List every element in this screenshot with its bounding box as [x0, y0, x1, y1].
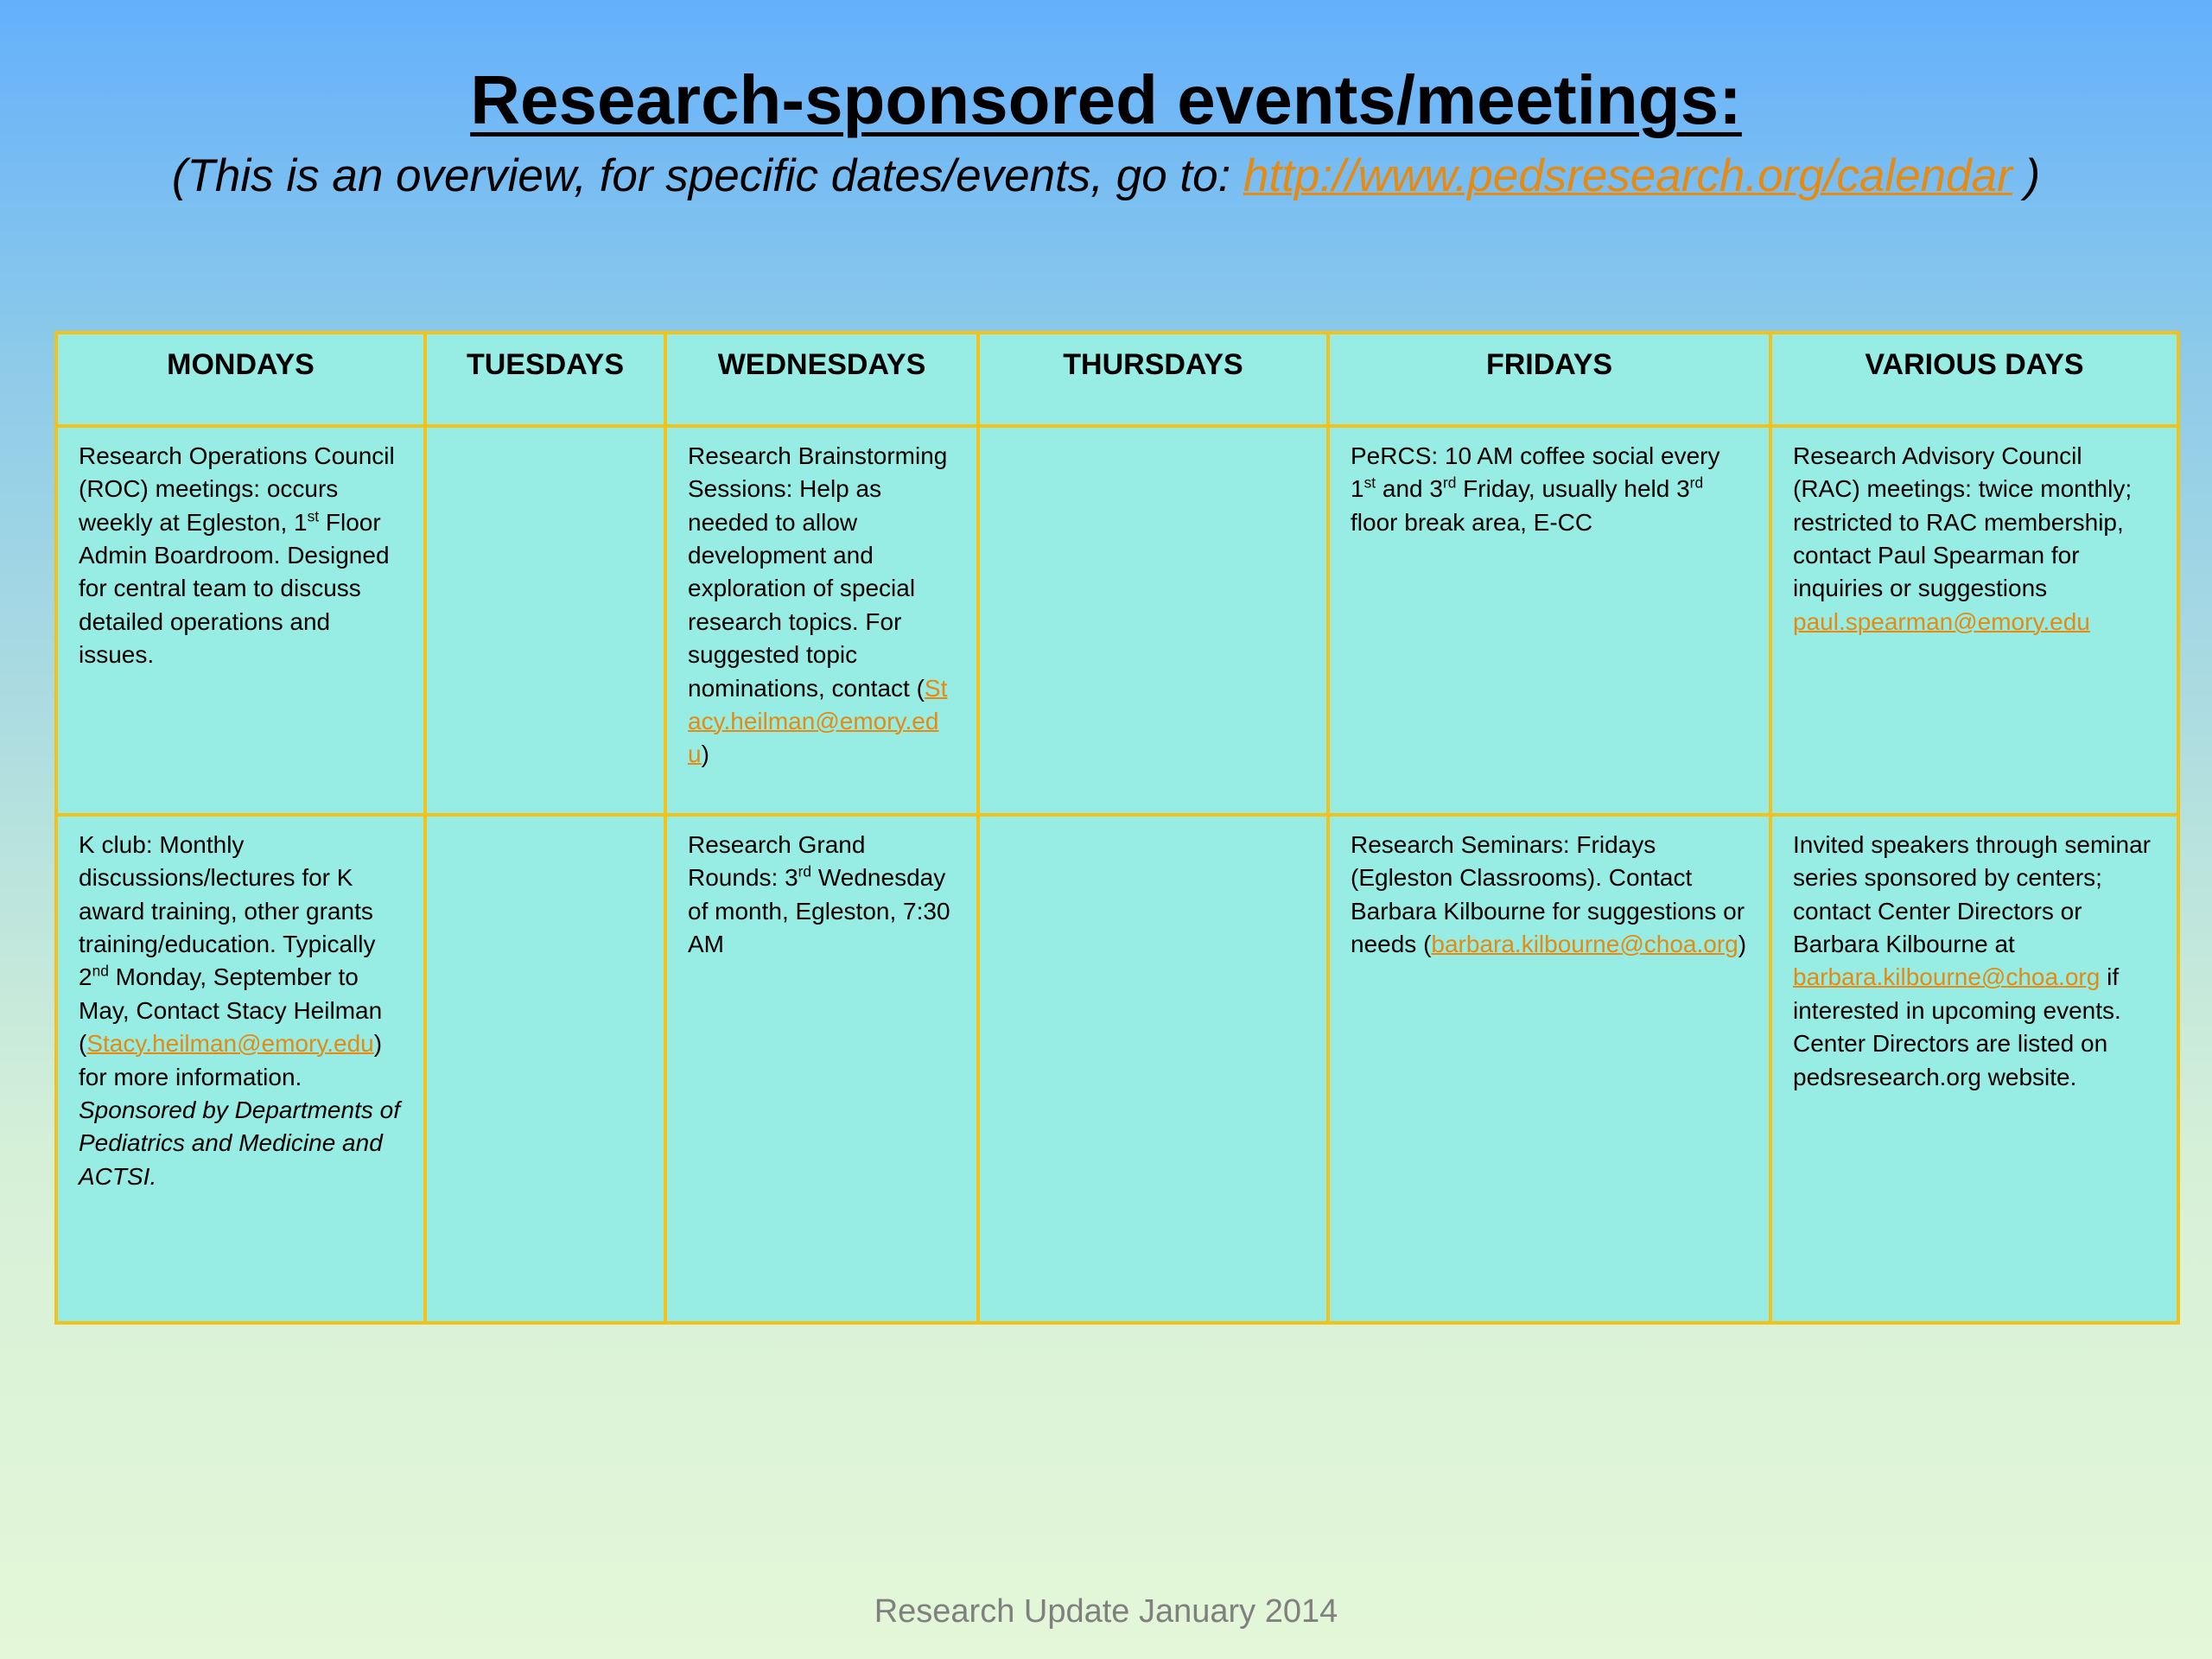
subtitle-suffix: ) — [2012, 150, 2041, 201]
cell-wednesday-grand-rounds: Research Grand Rounds: 3rd Wednesday of month, Egleston, 7:30 AM — [665, 815, 978, 1323]
header-tuesdays: TUESDAYS — [425, 333, 665, 426]
cell-friday-seminars: Research Seminars: Fridays (Egleston Classrooms). Contact Barbara Kilbourne for suggestions or needs (barbara.kilbourne@choa.org) — [1328, 815, 1770, 1323]
cell-friday-percs: PeRCS: 10 AM coffee social every 1st and 3rd Friday, usually held 3rd floor break area, E-CC — [1328, 426, 1770, 815]
header-fridays: FRIDAYS — [1328, 333, 1770, 426]
cell-monday-kclub: K club: Monthly discussions/lectures for K award training, other grants training/education. Typically 2nd Monday, September to May, Contact Stacy Heilman (Stacy.heilman@emory.edu) for more information. Sponsored by Departments of Pediatrics and Medicine and ACTSI. — [56, 815, 425, 1323]
sponsor-note: Sponsored by Departments of Pediatrics and Medicine and ACTSI. — [79, 1096, 400, 1190]
calendar-link[interactable]: http://www.pedsresearch.org/calendar — [1243, 150, 2012, 201]
table-row — [56, 426, 2178, 815]
email-link-barbara-kilbourne-various[interactable]: barbara.kilbourne@choa.org — [1793, 963, 2101, 991]
page-title: Research-sponsored events/meetings: — [470, 61, 1742, 138]
table-row — [56, 815, 2178, 1323]
slide-footer: Research Update January 2014 — [874, 1593, 1338, 1630]
email-link-stacy-heilman-kclub[interactable]: Stacy.heilman@emory.edu — [86, 1030, 374, 1058]
header-mondays: MONDAYS — [56, 333, 425, 426]
header-thursdays: THURSDAYS — [978, 333, 1328, 426]
subtitle-prefix: (This is an overview, for specific dates/events, go to: — [171, 150, 1244, 201]
cell-wednesday-brainstorming: Research Brainstorming Sessions: Help as needed to allow development and exploration of special research topics. For suggested topic nominations, contact (Stacy.heilman@emory.edu) — [665, 426, 978, 815]
cell-monday-roc: Research Operations Council (ROC) meetings: occurs weekly at Egleston, 1st Floor Admin Boardroom. Designed for central team to discuss detailed operations and issues. — [56, 426, 425, 815]
cell-thursday-empty — [978, 426, 1328, 815]
cell-tuesday-empty — [425, 426, 665, 815]
events-table — [54, 331, 2180, 1325]
cell-various-rac: Research Advisory Council (RAC) meetings: twice monthly; restricted to RAC membership, contact Paul Spearman for inquiries or suggestions paul.spearman@emory.edu — [1770, 426, 2178, 815]
email-link-stacy-heilman[interactable]: Stacy.heilman@emory.edu — [688, 674, 948, 768]
cell-tuesday-empty — [425, 815, 665, 1323]
header-wednesdays: WEDNESDAYS — [665, 333, 978, 426]
header-various-days: VARIOUS DAYS — [1770, 333, 2178, 426]
email-link-barbara-kilbourne[interactable]: barbara.kilbourne@choa.org — [1431, 931, 1738, 958]
page-subtitle — [0, 149, 2212, 204]
email-link-paul-spearman[interactable]: paul.spearman@emory.edu — [1793, 607, 2090, 635]
cell-thursday-empty — [978, 815, 1328, 1323]
table-header-row — [56, 333, 2178, 426]
cell-various-speakers: Invited speakers through seminar series sponsored by centers; contact Center Directors or Barbara Kilbourne at barbara.kilbourne@choa.org if interested in upcoming events. Center Directors are listed on pedsresearch.org website. — [1770, 815, 2178, 1323]
